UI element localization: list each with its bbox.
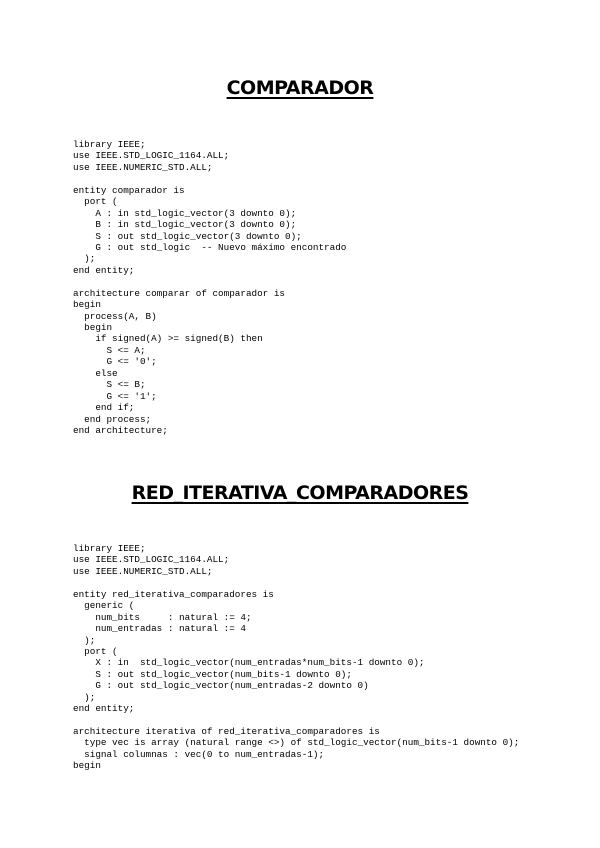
code-line: signal columnas : vec(0 to num_entradas-1); xyxy=(73,748,325,760)
code-line xyxy=(73,276,346,287)
code-line: entity comparador is xyxy=(73,184,185,196)
code-line: ); xyxy=(73,691,96,703)
code-line: port ( xyxy=(73,645,118,657)
code-line: G : out std_logic -- Nuevo máximo encontrado xyxy=(73,241,347,253)
code-line: G <= '0'; xyxy=(73,356,157,368)
code-line: ); xyxy=(73,634,96,646)
code-line: end entity; xyxy=(73,264,135,276)
code-line: end process; xyxy=(73,413,152,425)
code-line: ); xyxy=(73,253,96,265)
code-line: G : out std_logic_vector(num_entradas-2 downto 0) xyxy=(73,680,369,692)
code-line: generic ( xyxy=(73,600,135,612)
code-line: if signed(A) >= signed(B) then xyxy=(73,333,263,345)
code-line: num_entradas : natural := 4 xyxy=(73,623,246,635)
code-line: library IEEE; xyxy=(73,543,146,554)
code-line: use IEEE.NUMERIC_STD.ALL; xyxy=(73,565,213,577)
code-line: X : in std_logic_vector(num_entradas*num_bits-1 downto 0); xyxy=(73,657,425,669)
code-line: B : in std_logic_vector(3 downto 0); xyxy=(73,219,297,231)
code-line: process(A, B) xyxy=(73,310,157,322)
code-block-comparador xyxy=(73,139,346,436)
code-block-red-iterativa xyxy=(73,543,519,772)
code-line: end entity; xyxy=(73,703,135,715)
code-line: entity red_iterativa_comparadores is xyxy=(73,588,274,600)
code-line: end if; xyxy=(73,402,135,414)
code-line: end architecture; xyxy=(73,424,168,436)
code-line: A : in std_logic_vector(3 downto 0); xyxy=(73,207,297,219)
code-line: use IEEE.STD_LOGIC_1164.ALL; xyxy=(73,554,230,566)
code-line: else xyxy=(73,367,118,379)
code-line: S <= A; xyxy=(73,344,146,356)
code-line: S : out std_logic_vector(num_bits-1 downto 0); xyxy=(73,668,352,680)
section-title-comparador: COMPARADOR xyxy=(226,77,374,99)
code-line: library IEEE; xyxy=(73,139,146,150)
code-line: use IEEE.NUMERIC_STD.ALL; xyxy=(73,161,213,173)
code-line xyxy=(73,173,346,184)
code-line: S : out std_logic_vector(3 downto 0); xyxy=(73,230,302,242)
code-line xyxy=(73,715,519,726)
code-line: port ( xyxy=(73,196,118,208)
code-line: architecture comparar of comparador is xyxy=(73,287,286,299)
code-line: type vec is array (natural range <>) of std_logic_vector(num_bits-1 downto 0); xyxy=(73,737,520,749)
code-line: architecture iterativa of red_iterativa_comparadores is xyxy=(73,726,380,737)
code-line xyxy=(73,577,519,588)
section-title-red-iterativa: RED_ITERATIVA_COMPARADORES xyxy=(131,482,469,504)
code-line: G <= '1'; xyxy=(73,390,157,402)
code-line: begin xyxy=(73,322,113,333)
code-line: use IEEE.STD_LOGIC_1164.ALL; xyxy=(73,150,230,162)
code-line: S <= B; xyxy=(73,379,146,391)
code-line: num_bits : natural := 4; xyxy=(73,611,252,623)
code-line: begin xyxy=(73,760,101,772)
code-line: begin xyxy=(73,299,101,311)
